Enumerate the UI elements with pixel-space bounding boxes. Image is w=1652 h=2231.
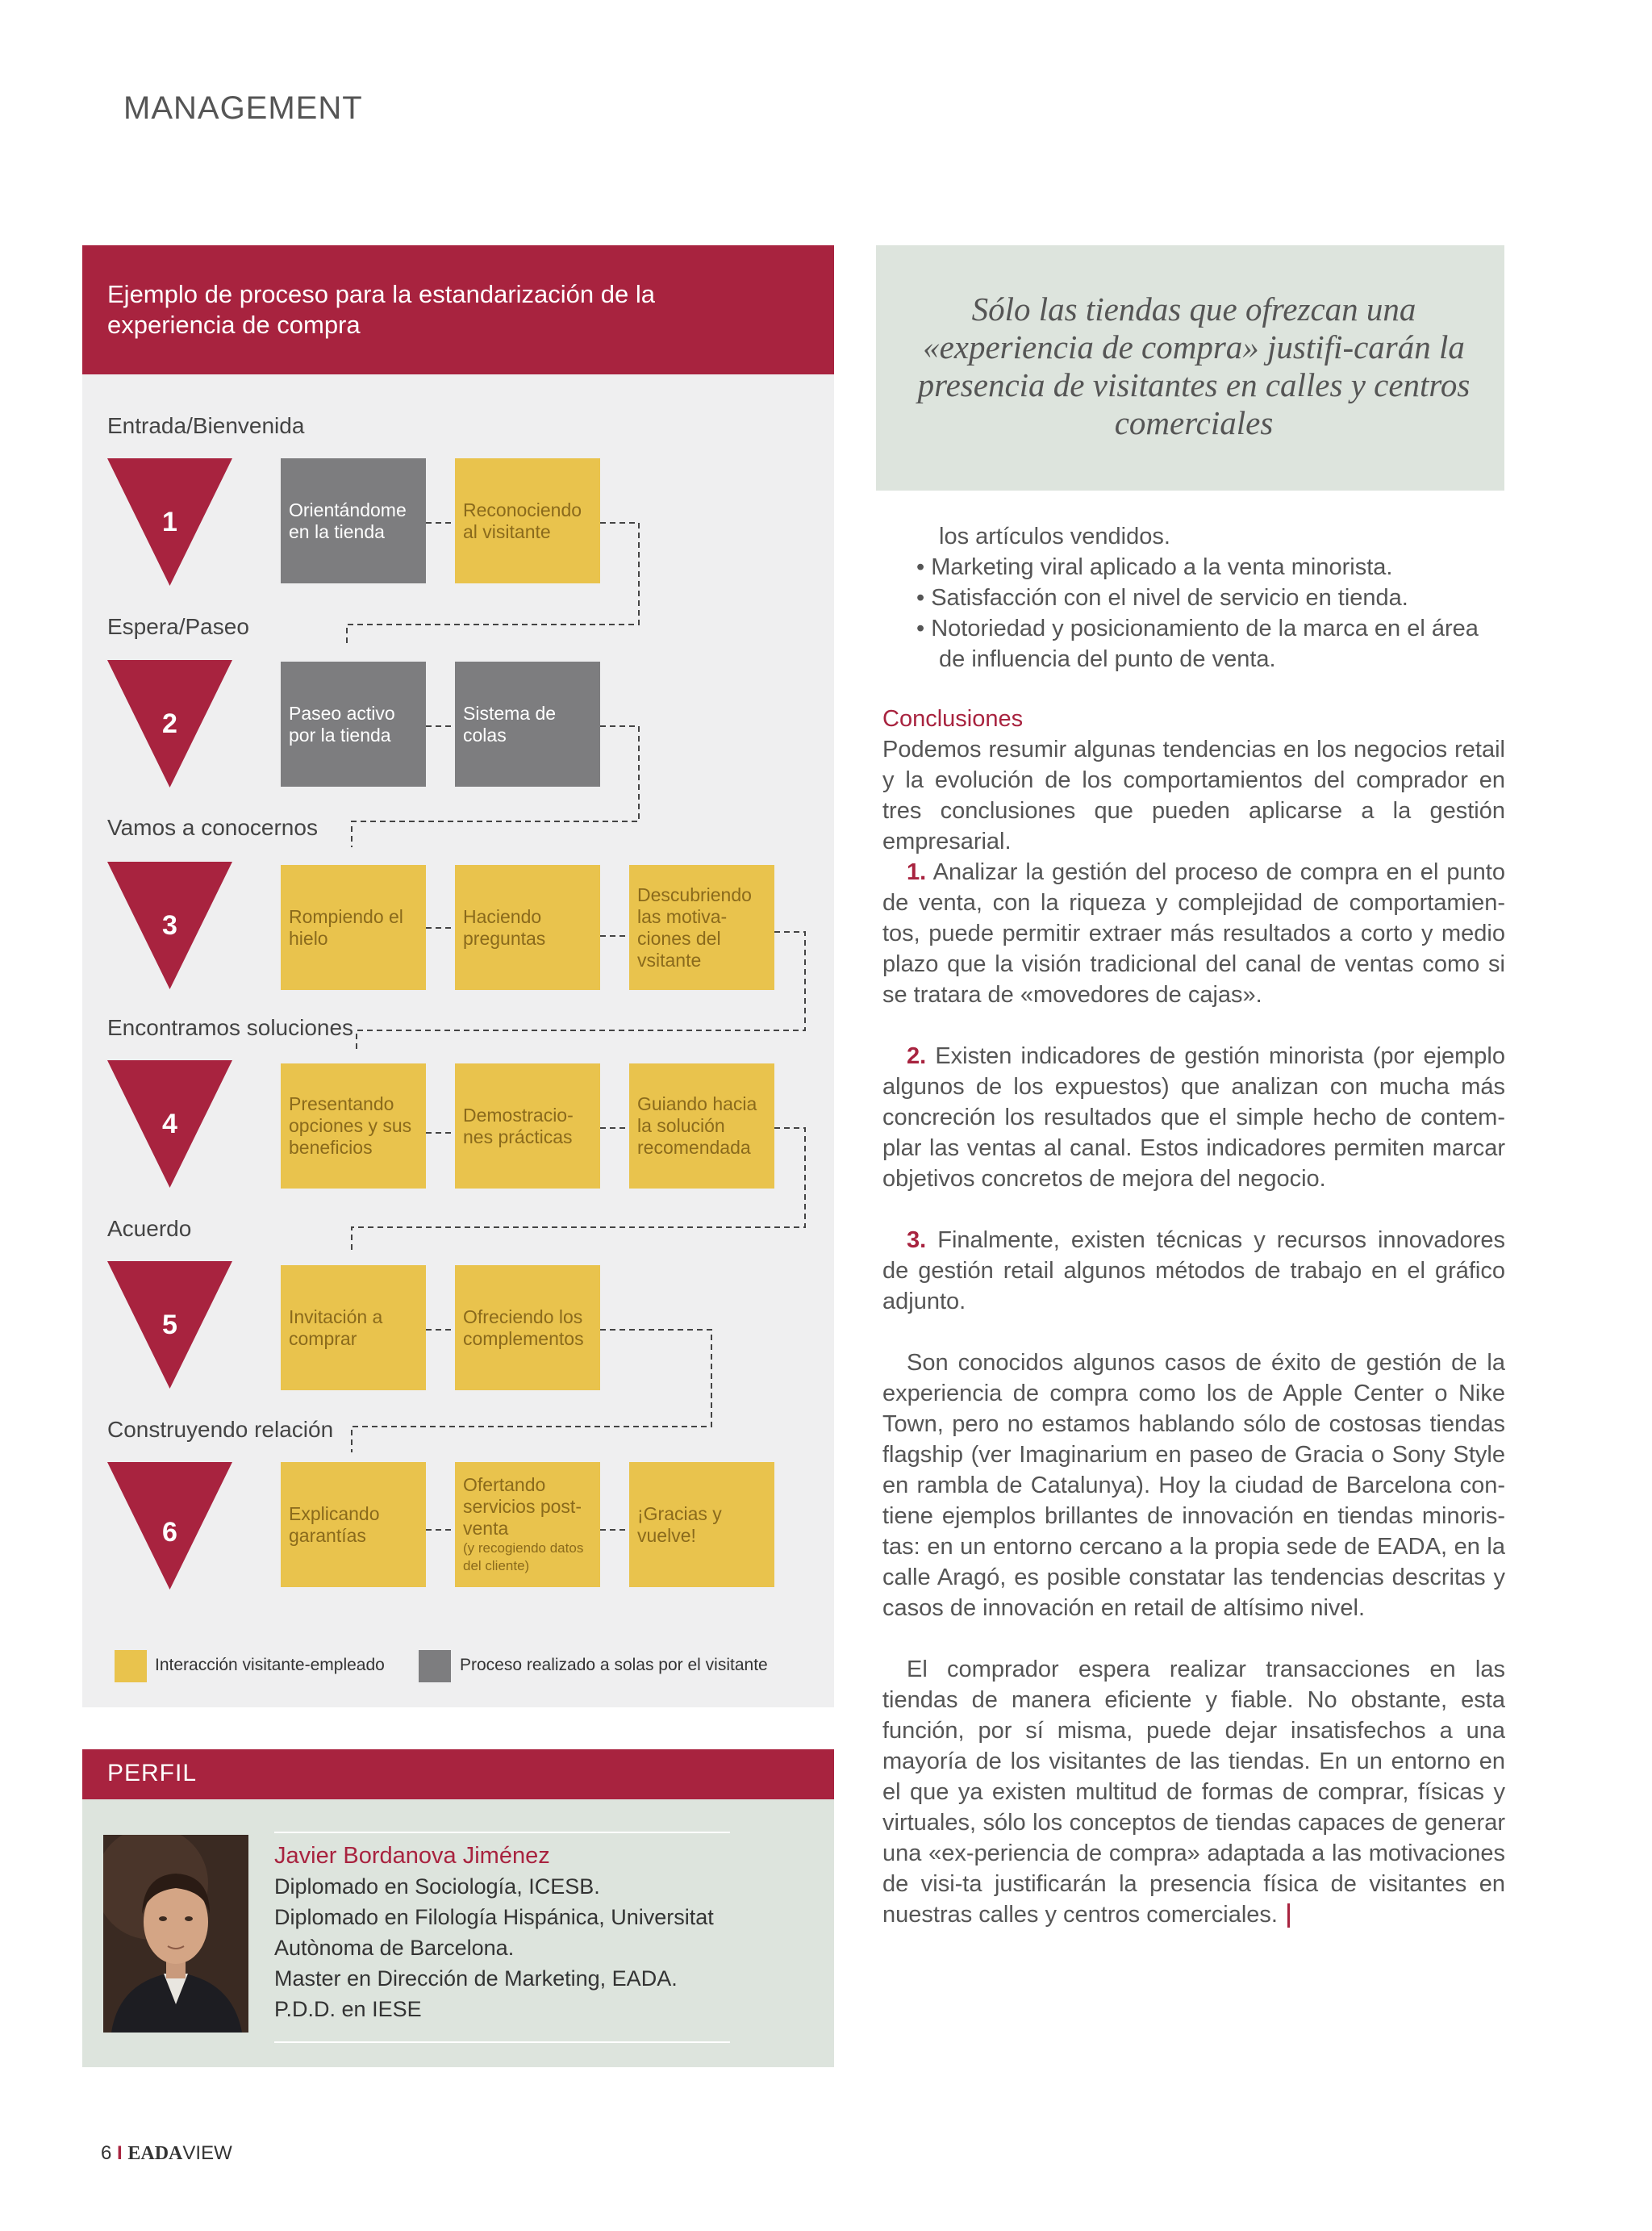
article-paragraph: Podemos resumir algunas tendencias en los negocios retail y la evolución de los comportamientos del comprador en tres conclusiones que pueden aplicarse a la gestión empresarial. [882, 737, 1505, 854]
process-step-box: Descubriendo las motiva-ciones del vsitante [629, 865, 774, 990]
process-step-box: Orientándome en la tienda [281, 458, 426, 583]
legend-swatch-gray [419, 1650, 451, 1682]
process-step-box: ¡Gracias y vuelve! [629, 1462, 774, 1587]
stage-label: Vamos a conocernos [107, 815, 318, 840]
stage-label: Encontramos soluciones [107, 1015, 354, 1040]
legend-swatch-yellow [115, 1650, 147, 1682]
conclusion-point: 2. Existen indicadores de gestión minorista (por ejemplo algunos de los expuestos) que analizan con mucha más concreción los resultados que el simple hecho de contem-plar las ventas al canal. Estos indicadores permiten marcar objetivos concretos de mejora del negocio. [882, 1043, 1505, 1192]
bullet-item: • Marketing viral aplicado a la venta minorista. [916, 554, 1393, 580]
article-paragraph: El comprador espera realizar transacciones en las tiendas de manera eficiente y fiable. No obstante, esta función, por sí misma, puede dejar insatisfechos a una mayoría de los visitantes de las tiendas. En un entorno en el que ya existen multitud de formas de comprar, físicas y virtuales, sólo los conceptos de tiendas capaces de generar una «ex-periencia de compra» adaptada a las motivaciones de visi-ta justificarán la presencia física de visitantes en nuestras calles y centros comerciales. [882, 1657, 1505, 1928]
process-step-box: Ofreciendo los complementos [455, 1265, 600, 1390]
perfil-line: Master en Dirección de Marketing, EADA. [274, 1966, 678, 1991]
stage-label: Acuerdo [107, 1216, 192, 1241]
stage-label: Entrada/Bienvenida [107, 413, 305, 438]
stage-label: Construyendo relación [107, 1417, 334, 1442]
author-photo [103, 1835, 248, 2033]
process-step-box: Paseo activo por la tienda [281, 662, 426, 787]
process-panel-title: Ejemplo de proceso para la estandarización de la experiencia de compra [107, 280, 655, 339]
bullet-item: • Notoriedad y posicionamiento de la marca en el área de influencia del punto de venta. [916, 616, 1479, 672]
perfil-divider [274, 1832, 730, 1833]
article-paragraph: Son conocidos algunos casos de éxito de gestión de la experiencia de compra como los de Apple Center o Nike Town, pero no estamos hablando sólo de costosas tiendas flagship (ver Imaginarium en paseo de Gracia o Sony Style en rambla de Catalunya). Hoy la ciudad de Barcelona con-tiene ejemplos brillantes de innovación en tiendas minoris-tas: en un entorno cercano a la propia sede de EADA, en la calle Aragó, es posible constatar las tendencias descritas y casos de innovación en retail de altísimo nivel. [882, 1350, 1505, 1621]
process-step-box: Reconociendo al visitante [455, 458, 600, 583]
perfil-line: Diplomado en Sociología, ICESB. [274, 1874, 600, 1899]
stage-label: Espera/Paseo [107, 614, 249, 639]
perfil-title: PERFIL [107, 1760, 198, 1786]
legend-label: Interacción visitante-empleado [155, 1656, 385, 1674]
page-footer: 6 I EADAVIEW [101, 2142, 232, 2164]
process-step-box: Invitación a comprar [281, 1265, 426, 1390]
process-step-box: Demostracio-nes prácticas [455, 1063, 600, 1189]
process-step-box: Ofertando servicios post-venta (y recogiendo datos del cliente) [455, 1462, 600, 1587]
perfil-divider [274, 2041, 730, 2043]
conclusions-heading: Conclusiones [882, 706, 1024, 732]
end-mark [1287, 1903, 1290, 1928]
author-name: Javier Bordanova Jiménez [274, 1843, 550, 1869]
bullet-item: • Satisfacción con el nivel de servicio en tienda. [916, 585, 1408, 611]
stage-number: 1 [162, 507, 177, 537]
stage-number: 2 [162, 708, 177, 739]
process-step-box: Sistema de colas [455, 662, 600, 787]
perfil-line: Autònoma de Barcelona. [274, 1936, 515, 1960]
process-step-box: Explicando garantías [281, 1462, 426, 1587]
stage-number: 6 [162, 1517, 177, 1548]
pull-quote: Sólo las tiendas que ofrezcan una «experiencia de compra» justifi-carán la presencia de visitantes en calles y centros comerciales [917, 290, 1471, 441]
stage-number: 5 [162, 1310, 177, 1340]
section-header: MANAGEMENT [123, 90, 363, 126]
conclusion-point: 1. Analizar la gestión del proceso de compra en el punto de venta, con la riqueza y complejidad de comportamien-tos, puede permitir extraer más resultados a corto y medio plazo que la visión tradicional del canal de ventas como si se tratara de «movedores de cajas». [882, 859, 1505, 1008]
legend-label: Proceso realizado a solas por el visitante [460, 1656, 768, 1674]
brand-name: EADA [127, 2143, 183, 2164]
conclusion-point: 3. Finalmente, existen técnicas y recursos innovadores de gestión retail algunos métodos de trabajo en el gráfico adjunto. [882, 1227, 1505, 1314]
process-step-box: Guiando hacia la solución recomendada [629, 1063, 774, 1189]
process-step-box: Rompiendo el hielo [281, 865, 426, 990]
perfil-line: Diplomado en Filología Hispánica, Universitat [274, 1905, 714, 1929]
perfil-line: P.D.D. en IESE [274, 1997, 422, 2021]
stage-number: 3 [162, 910, 177, 941]
stage-number: 4 [162, 1109, 177, 1139]
brand-suffix: VIEW [182, 2142, 232, 2164]
process-step-box: Haciendo preguntas [455, 865, 600, 990]
process-step-box: Presentando opciones y sus beneficios [281, 1063, 426, 1189]
page-number: 6 [101, 2142, 112, 2164]
article-text: los artículos vendidos. [939, 524, 1170, 549]
